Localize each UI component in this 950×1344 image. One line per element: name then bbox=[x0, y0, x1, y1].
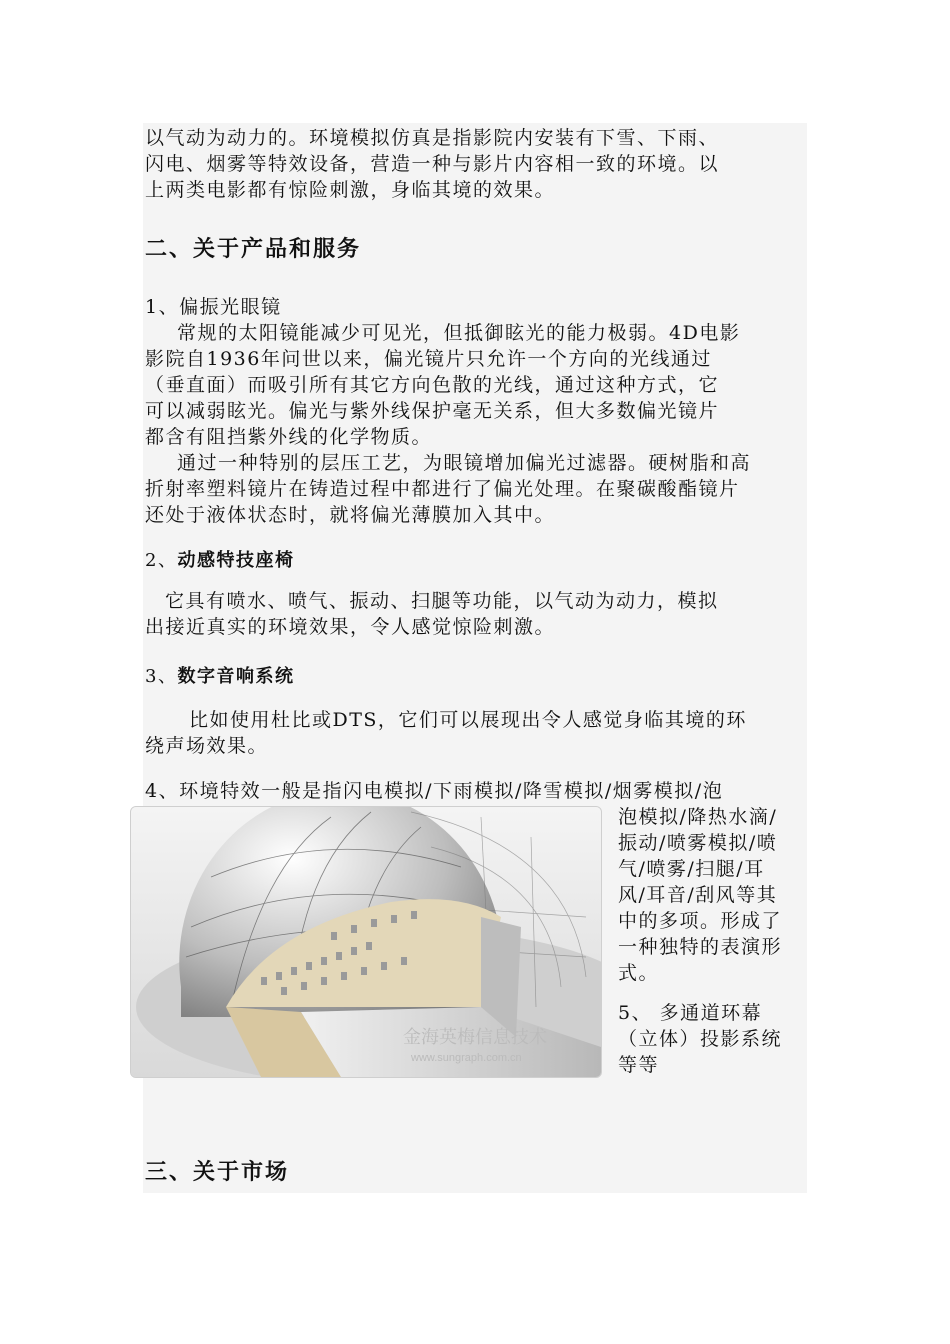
intro-paragraph bbox=[145, 125, 807, 203]
item4-side-line: 泡模拟/降热水滴/ bbox=[618, 806, 778, 828]
item4-side-line: 风/耳音/刮风等其 bbox=[618, 884, 778, 906]
item4-side-text bbox=[618, 804, 804, 986]
item1-p2-line: 通过一种特别的层压工艺，为眼镜增加偏光过滤器。硬树脂和高 bbox=[177, 452, 752, 474]
item1-p2-line: 折射率塑料镜片在铸造过程中都进行了偏光处理。在聚碳酸酯镜片 bbox=[145, 478, 740, 500]
item1-p2-line: 还处于液体状态时，就将偏光薄膜加入其中。 bbox=[145, 504, 556, 526]
item2-line: 出接近真实的环境效果，令人感觉惊险刺激。 bbox=[145, 616, 556, 638]
item5-text bbox=[618, 1000, 804, 1078]
item5-line: （立体）投影系统 bbox=[618, 1028, 783, 1050]
intro-line: 以气动为动力的。环境模拟仿真是指影院内安装有下雪、下雨、 bbox=[145, 127, 720, 149]
item3-paragraph bbox=[145, 707, 807, 759]
item2-heading bbox=[145, 546, 294, 572]
item5-line: 等等 bbox=[618, 1054, 660, 1076]
dome-cutaway-illustration bbox=[131, 807, 601, 1077]
item3-line: 绕声场效果。 bbox=[145, 735, 269, 757]
item1-p1-line: （垂直面）而吸引所有其它方向色散的光线，通过这种方式，它 bbox=[145, 374, 720, 396]
item3-line: 比如使用杜比或DTS，它们可以展现出令人感觉身临其境的环 bbox=[189, 709, 747, 731]
item1-paragraph-2 bbox=[145, 450, 807, 528]
intro-line: 闪电、烟雾等特效设备，营造一种与影片内容相一致的环境。以 bbox=[145, 153, 720, 175]
item3-number: 3、 bbox=[145, 666, 178, 687]
item5-line: 5、 多通道环幕 bbox=[618, 1002, 763, 1024]
item1-p1-line: 影院自1936年问世以来，偏光镜片只允许一个方向的光线通过 bbox=[145, 348, 712, 370]
item3-title: 数字音响系统 bbox=[177, 666, 295, 687]
item4-side-line: 式。 bbox=[618, 962, 660, 984]
item2-line: 它具有喷水、喷气、振动、扫腿等功能，以气动为动力，模拟 bbox=[165, 590, 719, 612]
figure-watermark-url: www.sungraph.com.cn bbox=[411, 1052, 522, 1064]
item4-side-line: 振动/喷雾模拟/喷 bbox=[618, 832, 778, 854]
item1-title: 1、偏振光眼镜 bbox=[145, 296, 282, 318]
section-heading-market: 三、关于市场 bbox=[145, 1160, 290, 1185]
item2-paragraph bbox=[145, 588, 807, 640]
section-heading-products: 二、关于产品和服务 bbox=[145, 237, 362, 262]
item2-title: 动感特技座椅 bbox=[177, 550, 295, 571]
theater-dome-figure bbox=[130, 806, 602, 1078]
item3-heading bbox=[145, 662, 294, 688]
item2-number: 2、 bbox=[145, 550, 178, 571]
item1-p1-line: 常规的太阳镜能减少可见光，但抵御眩光的能力极弱。4D电影 bbox=[177, 322, 741, 344]
item4-side-line: 中的多项。形成了 bbox=[618, 910, 783, 932]
item4-side-line: 气/喷雾/扫腿/耳 bbox=[618, 858, 765, 880]
item1-paragraph-1 bbox=[145, 320, 807, 450]
item4-side-line: 一种独特的表演形 bbox=[618, 936, 783, 958]
intro-line: 上两类电影都有惊险刺激，身临其境的效果。 bbox=[145, 179, 556, 201]
item1-p1-line: 都含有阻挡紫外线的化学物质。 bbox=[145, 426, 433, 448]
item1-p1-line: 可以减弱眩光。偏光与紫外线保护毫无关系，但大多数偏光镜片 bbox=[145, 400, 720, 422]
figure-watermark-text: 金海英梅信息技术 bbox=[403, 1027, 547, 1047]
item4-first-line: 4、环境特效一般是指闪电模拟/下雨模拟/降雪模拟/烟雾模拟/泡 bbox=[145, 780, 724, 802]
